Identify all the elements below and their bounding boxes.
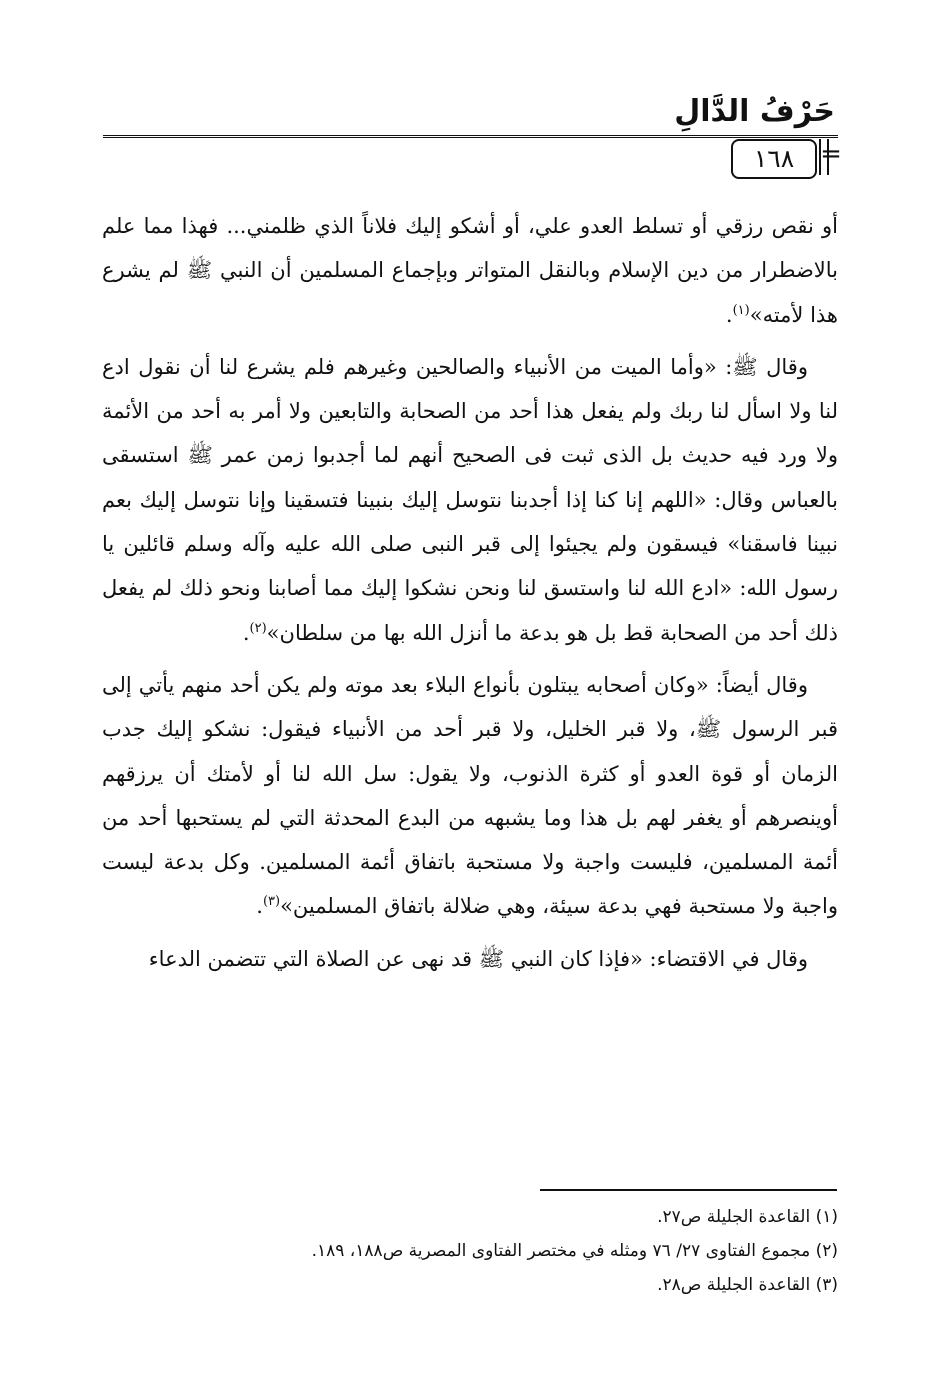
footnote-ref: (٣) (262, 894, 281, 910)
footnote-separator (540, 1189, 837, 1191)
paragraph-text: أو نقص رزقي أو تسلط العدو علي، أو أشكو إليك فلاناً الذي ظلمني... فهذا مما علم بالاضطرار من دين الإسلام وبالنقل المتواتر وبإجماع المسلمين أن النبي ﷺ لم يشرع هذا لأمته» (102, 214, 838, 327)
paragraph (102, 204, 838, 337)
paragraph-end: . (242, 620, 250, 645)
page-number: ١٦٨ (731, 139, 817, 179)
paragraph (102, 345, 838, 655)
paragraph-end: . (256, 894, 263, 919)
paragraph-text: وقال أيضاً: «وكان أصحابه يبتلون بأنواع البلاء بعد موته ولم يكن أحد منهم يأتي إلى قبر الرسول ﷺ، ولا قبر الخليل، ولا قبر أحد من الأنبياء فيقول: نشكو إليك جدب الزمان أو قوة العدو أو كثرة الذنوب، ولا يقول: سل الله لنا أو لأمتك أن يرزقهم أوينصرهم أو يغفر لهم بل هذا وما يشبهه من البدع المحدثة التي لم يستحبها أحد من أئمة المسلمين، فليست واجبة ولا مستحبة باتفاق أئمة المسلمين. وكل بدعة ليست واجبة ولا مستحبة فهي بدعة سيئة، وهي ضلالة باتفاق المسلمين» (102, 672, 838, 919)
paragraph (102, 937, 838, 981)
paragraph-text: وقال في الاقتضاء: «فإذا كان النبي ﷺ قد نهى عن الصلاة التي تتضمن الدعاء (148, 946, 808, 971)
footnote: (٣) القاعدة الجليلة ص٢٨. (657, 1275, 838, 1295)
paragraph-text: وقال ﷺ: «وأما الميت من الأنبياء والصالحين وغيرهم فلم يشرع لنا أن نقول ادع لنا ولا اسأل لنا ربك ولم يفعل هذا أحد من الصحابة والتابعين ولا أمر به أحد من الأئمة ولا ورد فيه حديث بل الذى ثبت فى الصحيح أنهم لما أجدبوا زمن عمر ﷺ استسقى بالعباس وقال: «اللهم إنا كنا إذا أجدبنا نتوسل إليك بنبينا فتسقينا وإنا نتوسل إليك بعم نبينا فاسقنا» فيسقون ولم يجيئوا إلى قبر النبى صلى الله عليه وآله وسلم قائلين يا رسول الله: «ادع الله لنا واستسق لنا ونحن نشكوا إليك مما أصابنا ونحو ذلك لم يفعل ذلك أحد من الصحابة قط بل هو بدعة ما أنزل الله بها من سلطان» (102, 354, 838, 645)
main-text (102, 204, 838, 981)
header-edge-mark: = (820, 139, 842, 169)
paragraph-end: . (725, 302, 733, 327)
footnote-ref: (٢) (249, 620, 267, 636)
footnote: (١) القاعدة الجليلة ص٢٧. (657, 1207, 838, 1227)
paragraph (102, 663, 838, 929)
header-rule (103, 135, 838, 138)
footnote-ref: (١) (732, 302, 750, 318)
footnote: (٢) مجموع الفتاوى ٢٧/ ٧٦ ومثله في مختصر الفتاوى المصرية ص١٨٨، ١٨٩. (311, 1241, 838, 1261)
footnotes (102, 1200, 838, 1302)
running-head: حَرْفُ الدَّالِ (674, 94, 835, 129)
